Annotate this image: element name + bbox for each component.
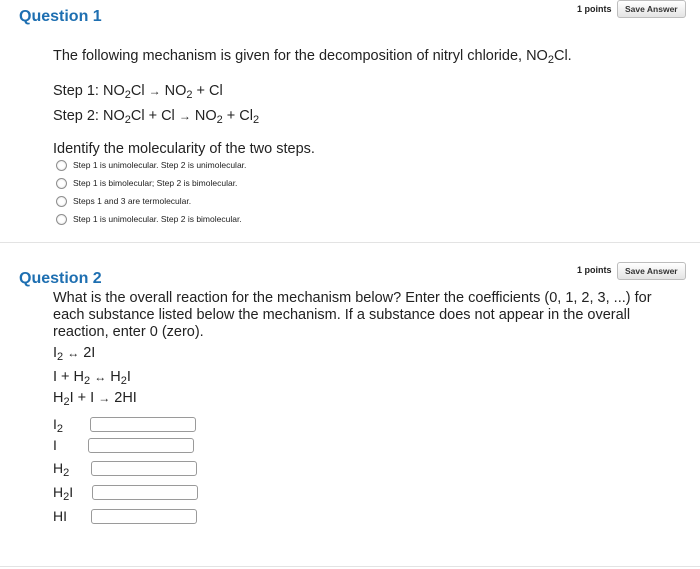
question-1 — [0, 0, 700, 238]
blank-label-i2: $I_2$ — [53, 416, 64, 435]
coefficient-input-h2[interactable] — [91, 461, 197, 476]
answer-option-4[interactable] — [56, 212, 242, 226]
double-arrow-icon: ↔ — [67, 346, 80, 360]
blank-label-hi: HI — [53, 508, 67, 524]
radio-button[interactable] — [56, 214, 67, 225]
answer-option-1[interactable] — [56, 158, 246, 172]
question-1-instruction: Identify the molecularity of the two steps. — [53, 141, 315, 157]
answer-option-label: Step 1 is unimolecular. Step 2 is bimolecular. — [73, 214, 242, 224]
coefficient-input-hi[interactable] — [91, 509, 197, 524]
question-2-title: Question 2 — [19, 270, 102, 287]
radio-button[interactable] — [56, 196, 67, 207]
radio-button[interactable] — [56, 178, 67, 189]
radio-button[interactable] — [56, 160, 67, 171]
blank-label-h2: $H_2$ — [53, 460, 70, 479]
blank-label-i: I — [53, 437, 57, 453]
question-2-prompt-line-1: What is the overall reaction for the mechanism below? Enter the coefficients (0, 1, 2, 3, ...) for — [53, 290, 652, 306]
question-2-prompt-line-3: reaction, enter 0 (zero). — [53, 324, 204, 340]
question-2-prompt-line-2: each substance listed below the mechanism. If a substance does not appear in the overall — [53, 307, 631, 323]
coefficient-input-i[interactable] — [88, 438, 194, 453]
blank-label-h2i: $H_2I$ — [53, 484, 74, 503]
step-2-equation: Step 2: $NO_2Cl + Cl \to NO_2 + Cl_2$ — [53, 108, 260, 126]
question-1-points: 1 points — [577, 4, 612, 14]
right-arrow-icon: → — [98, 391, 111, 405]
mechanism-step-2: $I + H_2$ ↔ $H_2I$ — [53, 369, 131, 387]
question-2-save-button[interactable]: Save Answer — [617, 262, 686, 280]
step-1-equation: Step 1: $NO_2Cl \to NO_2 + Cl$ — [53, 83, 223, 101]
coefficient-input-h2i[interactable] — [92, 485, 198, 500]
answer-option-3[interactable] — [56, 194, 191, 208]
question-1-save-button[interactable]: Save Answer — [617, 0, 686, 18]
question-1-title: Question 1 — [19, 8, 102, 25]
answer-option-label: Step 1 is unimolecular. Step 2 is unimolecular. — [73, 160, 247, 170]
question-1-prompt: The following mechanism is given for the decomposition of nitryl chloride, $NO_2Cl$. — [53, 48, 572, 66]
question-2-points: 1 points — [577, 265, 612, 275]
right-arrow-icon: → — [148, 84, 161, 98]
mechanism-step-3: $H_2I + I \to 2HI$ — [53, 390, 137, 408]
answer-option-label: Step 1 is bimolecular; Step 2 is bimolecular. — [73, 178, 238, 188]
question-2 — [0, 238, 700, 569]
mechanism-step-1: $I_2$ ↔ 2I — [53, 345, 96, 363]
coefficient-input-i2[interactable] — [90, 417, 196, 432]
right-arrow-icon: → — [178, 109, 191, 123]
double-arrow-icon: ↔ — [94, 370, 107, 384]
answer-option-2[interactable] — [56, 176, 237, 190]
answer-option-label: Steps 1 and 3 are termolecular. — [73, 196, 192, 206]
bottom-divider — [0, 566, 700, 567]
